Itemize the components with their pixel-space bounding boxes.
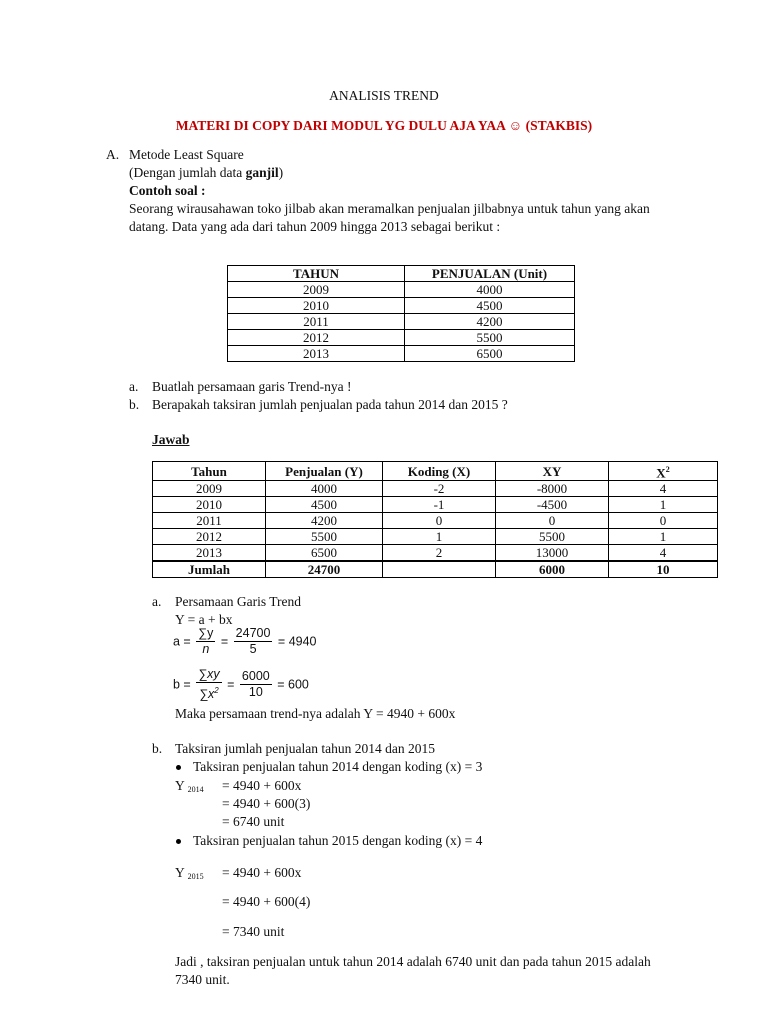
- trend-equation: Y = a + bx: [175, 612, 233, 627]
- table-row: [153, 545, 718, 562]
- formula-b: [173, 667, 309, 702]
- formula-a: [173, 626, 317, 657]
- answer-a-letter: a.: [152, 594, 162, 609]
- note-bold: ganjil: [245, 165, 279, 180]
- table-cell: 2: [383, 545, 496, 562]
- bullet-icon: [176, 765, 181, 770]
- answer-a-heading: Persamaan Garis Trend: [175, 594, 301, 609]
- fraction-denominator: 10: [248, 685, 263, 700]
- final-conclusion-line-1: Jadi , taksiran penjualan untuk tahun 2014 adalah 6740 unit dan pada tahun 2015 adalah: [175, 954, 651, 969]
- table-cell: 10: [609, 561, 718, 578]
- contoh-label: Contoh soal :: [129, 183, 206, 198]
- x-squared-exp: 2: [665, 465, 670, 474]
- answer-b-heading: Taksiran jumlah penjualan tahun 2014 dan 2015: [175, 741, 435, 756]
- document-title: ANALISIS TREND: [329, 88, 439, 103]
- table-header: [609, 462, 718, 481]
- table-cell: 4: [609, 545, 718, 562]
- y2014-line-2: = 4940 + 600(3): [222, 796, 311, 811]
- table-row: [228, 346, 575, 362]
- y2015-line-2: = 4940 + 600(4): [222, 894, 311, 909]
- table-cell: 6500: [266, 545, 383, 562]
- section-note: [129, 165, 283, 181]
- table-cell: 4500: [405, 298, 575, 314]
- fraction-24700-over-5: [234, 626, 273, 657]
- table-cell: 5500: [266, 529, 383, 545]
- denominator-base: ∑x: [199, 687, 215, 702]
- table-cell: -8000: [496, 481, 609, 497]
- note-post: ): [278, 165, 284, 180]
- table-cell: 1: [609, 529, 718, 545]
- table-cell: 6000: [496, 561, 609, 578]
- document-subtitle: [0, 118, 768, 134]
- table-header: PENJUALAN (Unit): [405, 266, 575, 282]
- fraction-denominator: n: [202, 642, 210, 656]
- table-row: [228, 282, 575, 298]
- table-cell: 24700: [266, 561, 383, 578]
- table-cell: 2013: [228, 346, 405, 362]
- equals-sign: =: [220, 634, 229, 649]
- formula-a-lhs: a =: [173, 634, 191, 649]
- table-cell: -4500: [496, 497, 609, 513]
- table-header-row: [228, 266, 575, 282]
- table-cell: 1: [383, 529, 496, 545]
- table-cell: 0: [383, 513, 496, 529]
- table-row: [153, 529, 718, 545]
- bullet-2015: [176, 833, 482, 849]
- formula-b-lhs: b =: [173, 677, 191, 692]
- section-heading: Metode Least Square: [129, 147, 244, 162]
- formula-a-result: = 4940: [277, 634, 317, 649]
- table-cell: 0: [609, 513, 718, 529]
- final-conclusion-line-2: 7340 unit.: [175, 972, 230, 987]
- table-cell: 2011: [228, 314, 405, 330]
- bullet-2015-text: Taksiran penjualan tahun 2015 dengan koding (x) = 4: [193, 833, 483, 848]
- table-header-row: [153, 462, 718, 481]
- fraction-sum-xy-over-sum-x2: [196, 667, 221, 702]
- table-cell: 2009: [228, 282, 405, 298]
- bullet-2014: [176, 759, 482, 775]
- fraction-numerator: ∑y: [198, 626, 214, 640]
- answer-b-letter: b.: [152, 741, 163, 756]
- y-symbol: Y: [175, 778, 185, 793]
- table-cell: 2012: [228, 330, 405, 346]
- table-row: [228, 298, 575, 314]
- table-cell: 4000: [405, 282, 575, 298]
- table-cell: 2010: [153, 497, 266, 513]
- table-cell: 13000: [496, 545, 609, 562]
- y2015-line-1: = 4940 + 600x: [222, 865, 302, 880]
- bullet-icon: [176, 839, 181, 844]
- y-subscript: 2015: [187, 872, 204, 881]
- table-cell: 4500: [266, 497, 383, 513]
- y2014-line-1: = 4940 + 600x: [222, 778, 302, 793]
- table-cell: 4: [609, 481, 718, 497]
- sales-table: [227, 265, 575, 362]
- jawab-label: Jawab: [152, 432, 190, 447]
- table-cell: 0: [496, 513, 609, 529]
- table-row: [153, 513, 718, 529]
- fraction-denominator: 5: [249, 642, 257, 656]
- table-cell: 2011: [153, 513, 266, 529]
- calculation-table: [152, 461, 718, 578]
- table-cell: Jumlah: [153, 561, 266, 578]
- table-cell: 1: [609, 497, 718, 513]
- x-squared-base: X: [656, 465, 666, 481]
- smiley-icon: ☺: [508, 118, 523, 133]
- y-symbol: Y: [175, 865, 185, 880]
- y2015-line-3: = 7340 unit: [222, 924, 285, 939]
- fraction-numerator: ∑xy: [198, 667, 220, 681]
- table-row: [153, 497, 718, 513]
- table-cell: 4000: [266, 481, 383, 497]
- table-header: TAHUN: [228, 266, 405, 282]
- fraction-numerator: 24700: [235, 626, 271, 640]
- note-pre: (Dengan jumlah data: [129, 165, 246, 180]
- fraction-6000-over-10: [240, 669, 272, 700]
- fraction-sum-y-over-n: [196, 626, 215, 657]
- question-text: Buatlah persamaan garis Trend-nya !: [152, 379, 352, 394]
- denominator-exp: 2: [214, 686, 219, 695]
- formula-b-result: = 600: [277, 677, 309, 692]
- question-letter: a.: [129, 379, 139, 394]
- table-header: Penjualan (Y): [266, 462, 383, 481]
- table-total-row: [153, 561, 718, 578]
- subtitle-text: MATERI DI COPY DARI MODUL YG DULU AJA YAA: [175, 118, 506, 133]
- table-row: [228, 314, 575, 330]
- bullet-2014-text: Taksiran penjualan tahun 2014 dengan koding (x) = 3: [193, 759, 483, 774]
- table-cell: 2010: [228, 298, 405, 314]
- y2014-line-3: = 6740 unit: [222, 814, 285, 829]
- y-subscript: 2014: [187, 785, 204, 794]
- fraction-denominator: [196, 683, 221, 702]
- table-cell: 5500: [496, 529, 609, 545]
- table-row: [228, 330, 575, 346]
- table-cell: 5500: [405, 330, 575, 346]
- table-cell: 2012: [153, 529, 266, 545]
- table-row: [153, 481, 718, 497]
- table-cell: 2013: [153, 545, 266, 562]
- y2014-label: [175, 778, 204, 794]
- problem-line-2: datang. Data yang ada dari tahun 2009 hingga 2013 sebagai berikut :: [129, 219, 501, 234]
- table-header: Tahun: [153, 462, 266, 481]
- equals-sign: =: [227, 677, 235, 692]
- question-text: Berapakah taksiran jumlah penjualan pada tahun 2014 dan 2015 ?: [152, 397, 508, 412]
- table-cell: 6500: [405, 346, 575, 362]
- table-cell: 4200: [266, 513, 383, 529]
- section-letter: A.: [106, 147, 120, 162]
- y2015-label: [175, 865, 204, 881]
- question-letter: b.: [129, 397, 140, 412]
- table-header: Koding (X): [383, 462, 496, 481]
- table-cell: 4200: [405, 314, 575, 330]
- problem-line-1: Seorang wirausahawan toko jilbab akan meramalkan penjualan jilbabnya untuk tahun yang akan: [129, 201, 650, 216]
- subtitle-tail: (STAKBIS): [525, 118, 593, 133]
- fraction-numerator: 6000: [241, 669, 270, 684]
- trend-conclusion: Maka persamaan trend-nya adalah Y = 4940 + 600x: [175, 706, 456, 721]
- table-cell: [383, 561, 496, 578]
- table-cell: 2009: [153, 481, 266, 497]
- table-cell: -2: [383, 481, 496, 497]
- table-header: XY: [496, 462, 609, 481]
- table-cell: -1: [383, 497, 496, 513]
